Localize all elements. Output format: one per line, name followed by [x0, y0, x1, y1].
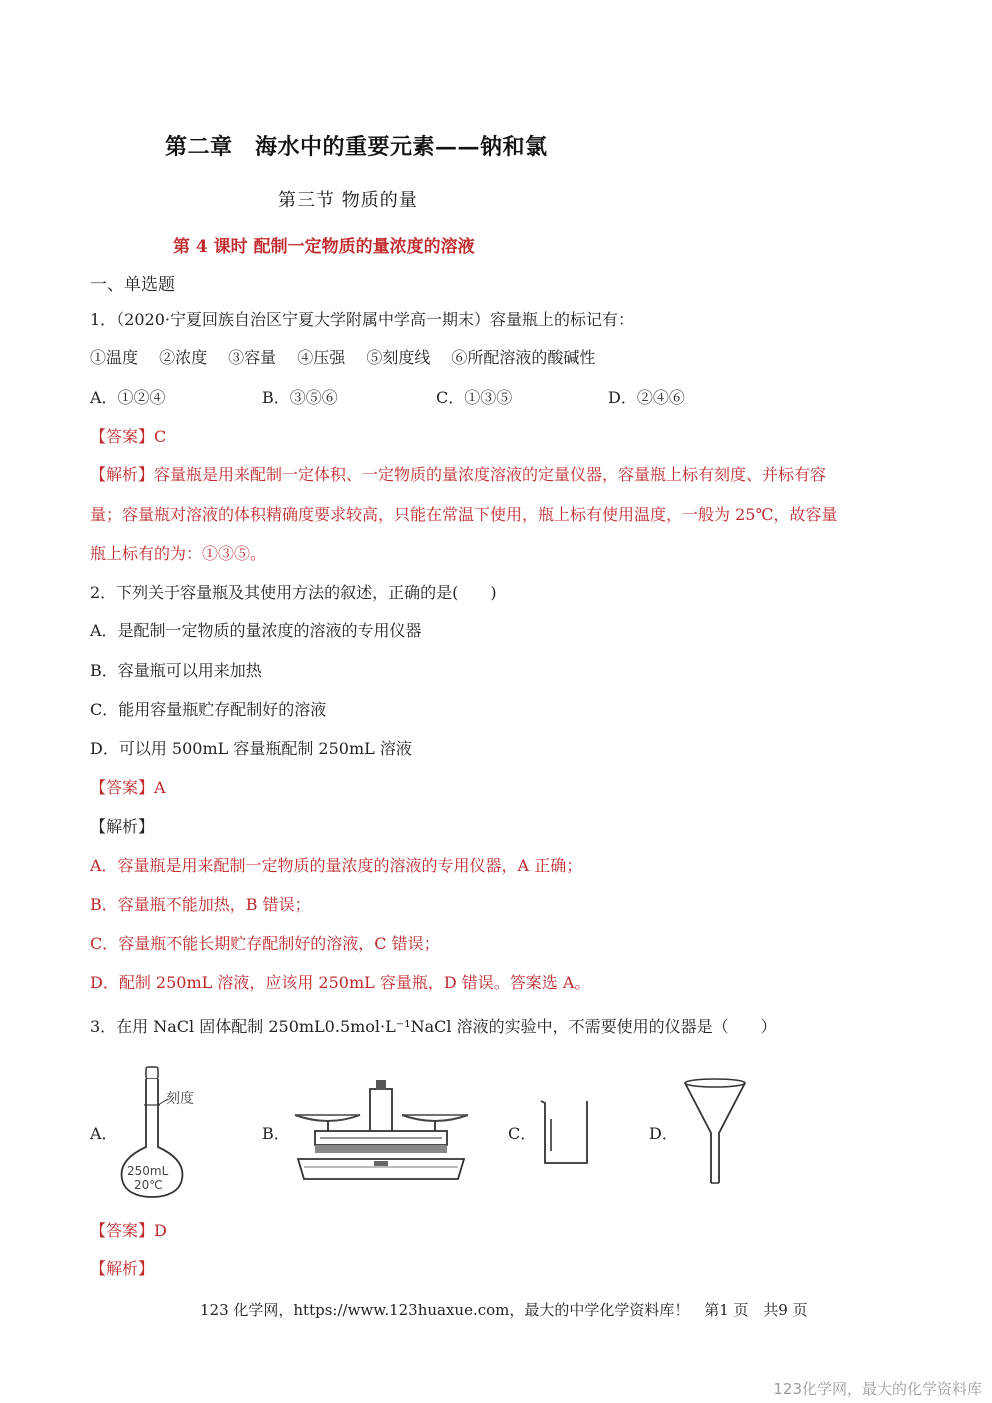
section-title: 第三节 物质的量	[278, 190, 418, 211]
q2-analysis-label: 【解析】	[90, 817, 155, 836]
q1-items: ①温度 ②浓度 ③容量 ④压强 ⑤刻度线 ⑥所配溶液的酸碱性	[90, 348, 596, 367]
q3-analysis-label: 【解析】	[90, 1259, 155, 1278]
q1-analysis-line-3: 瓶上标有的为：①③⑤。	[90, 544, 267, 563]
footer-total-pages: 共9 页	[763, 1301, 808, 1319]
q1-option-d: D．②④⑥	[608, 388, 685, 407]
footer-site-text: 123 化学网，https://www.123huaxue.com，最大的中学化学资料库！	[200, 1301, 690, 1319]
q3-answer: 【答案】D	[90, 1221, 167, 1240]
balance-scale-figure	[290, 1075, 472, 1185]
section-heading: 一、单选题	[90, 275, 175, 295]
q3-label-c: C．	[508, 1124, 537, 1143]
q2-analysis-a: A．容量瓶是用来配制一定物质的量浓度的溶液的专用仪器，A 正确；	[90, 856, 583, 875]
q1-analysis-line-2: 量；容量瓶对溶液的体积精确度要求较高，只能在常温下使用，瓶上标有使用温度，一般为 25℃，故容量	[90, 505, 838, 524]
flask-temperature-label: 20℃	[134, 1178, 163, 1192]
q2-analysis-d: D．配制 250mL 溶液，应该用 250mL 容量瓶，D 错误。答案选 A。	[90, 973, 591, 992]
q2-option-d: D．可以用 500mL 容量瓶配制 250mL 溶液	[90, 739, 412, 758]
q2-option-c: C．能用容量瓶贮存配制好的溶液	[90, 700, 327, 719]
footer-page-number: 第1 页	[704, 1301, 749, 1319]
flask-mark-label: 刻度	[166, 1091, 194, 1107]
q3-label-d: D．	[649, 1124, 678, 1143]
chapter-title: 第二章 海水中的重要元素——钠和氯	[165, 134, 548, 160]
q2-option-a: A．是配制一定物质的量浓度的溶液的专用仪器	[90, 621, 422, 640]
q1-stem: 1．（2020·宁夏回族自治区宁夏大学附属中学高一期末）容量瓶上的标记有：	[90, 310, 634, 329]
beaker-figure	[535, 1095, 595, 1167]
q3-label-b: B．	[262, 1124, 290, 1143]
q2-answer: 【答案】A	[90, 778, 166, 797]
q2-analysis-b: B．容量瓶不能加热，B 错误；	[90, 895, 311, 914]
flask-volume-label: 250mL	[127, 1164, 169, 1178]
q1-analysis-line-1: 【解析】容量瓶是用来配制一定体积、一定物质的量浓度溶液的定量仪器，容量瓶上标有刻度、并标有容	[90, 465, 827, 484]
q3-label-a: A．	[90, 1124, 118, 1143]
q2-analysis-c: C．容量瓶不能长期贮存配制好的溶液，C 错误；	[90, 934, 440, 953]
q2-option-b: B．容量瓶可以用来加热	[90, 661, 262, 680]
q3-stem: 3．在用 NaCl 固体配制 250mL0.5mol·L⁻¹NaCl 溶液的实验中，不需要使用的仪器是（ ）	[90, 1017, 777, 1036]
watermark: 123化学网，最大的化学资料库	[773, 1380, 982, 1398]
q1-option-c: C．①③⑤	[436, 388, 513, 407]
volumetric-flask-figure	[110, 1065, 220, 1200]
q1-option-a: A．①②④	[90, 388, 166, 407]
funnel-figure	[680, 1075, 750, 1187]
page-footer	[200, 1299, 818, 1320]
q2-stem: 2．下列关于容量瓶及其使用方法的叙述，正确的是( )	[90, 583, 497, 602]
q1-option-b: B．③⑤⑥	[262, 388, 338, 407]
q1-answer: 【答案】C	[90, 427, 167, 446]
lesson-title: 第 4 课时 配制一定物质的量浓度的溶液	[173, 237, 475, 257]
